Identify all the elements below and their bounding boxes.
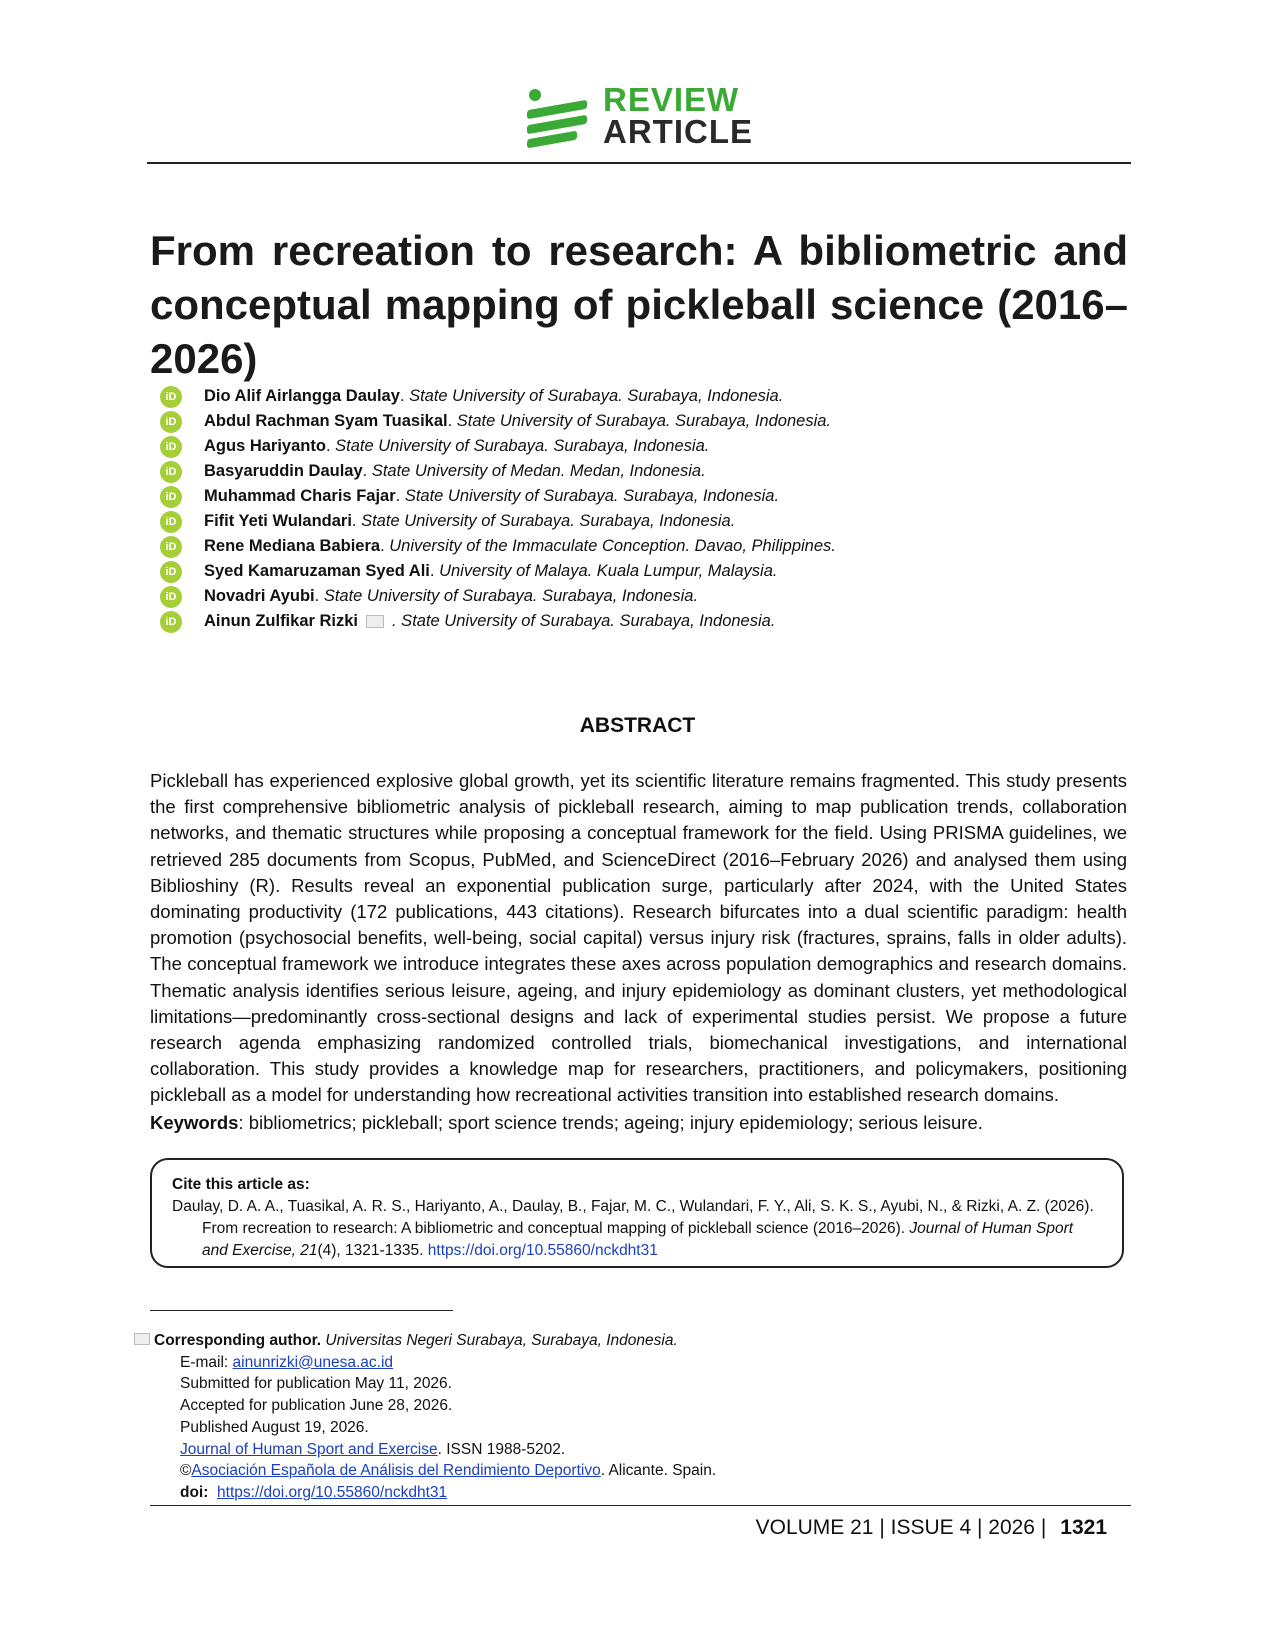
author-affiliation: University of the Immaculate Conception. Davao, Philippines.: [389, 537, 836, 555]
logo-line-review: REVIEW: [603, 81, 740, 118]
logo-line-article: ARTICLE: [603, 113, 753, 150]
author-row: iD Novadri Ayubi . State University of Surabaya. Surabaya, Indonesia.: [160, 584, 1060, 609]
logo-stripes-icon: [527, 85, 589, 147]
citation-issue: (4), 1321-1335.: [317, 1242, 428, 1259]
orcid-icon[interactable]: iD: [160, 561, 182, 583]
author-name: Rene Mediana Babiera: [204, 537, 381, 555]
orcid-icon[interactable]: iD: [160, 411, 182, 433]
citation-doi-link[interactable]: https://doi.org/10.55860/nckdht31: [427, 1242, 658, 1259]
corresponding-affiliation: Universitas Negeri Surabaya, Surabaya, Indonesia.: [321, 1332, 678, 1349]
author-name: Fifit Yeti Wulandari: [204, 512, 352, 530]
author-name: Abdul Rachman Syam Tuasikal: [204, 412, 448, 430]
association-link[interactable]: Asociación Española de Análisis del Rendimiento Deportivo: [191, 1462, 601, 1480]
orcid-icon[interactable]: iD: [160, 386, 182, 408]
email-link[interactable]: ainunrizki@unesa.ac.id: [232, 1353, 394, 1371]
keywords-label: Keywords: [150, 1112, 239, 1133]
author-affiliation: . State University of Surabaya. Surabaya, Indonesia.: [392, 612, 776, 630]
page-footer: [756, 1516, 1107, 1540]
author-row: [160, 609, 1060, 634]
author-list: [160, 384, 1060, 634]
author-row: iD Rene Mediana Babiera . University of the Immaculate Conception. Davao, Philippines.: [160, 534, 1060, 559]
author-affiliation: State University of Medan. Medan, Indonesia.: [371, 462, 706, 480]
author-name: Agus Hariyanto: [204, 437, 326, 455]
citation-text: [172, 1196, 1102, 1262]
location: . Alicante. Spain.: [600, 1462, 717, 1480]
author-row: iD Muhammad Charis Fajar . State University of Surabaya. Surabaya, Indonesia.: [160, 484, 1060, 509]
issn: . ISSN 1988-5202.: [437, 1440, 566, 1458]
doi-label: doi:: [180, 1483, 209, 1501]
author-affiliation: State University of Surabaya. Surabaya, Indonesia.: [409, 387, 784, 405]
abstract-text: Pickleball has experienced explosive global growth, yet its scientific literature remains fragmented. This study presents the first comprehensive bibliometric analysis of pickleball research, aiming to map publication trends, collaboration networks, and thematic structures while proposing a conceptual framework for the field. Using PRISMA guidelines, we retrieved 285 documents from Scopus, PubMed, and ScienceDirect (2016–February 2026) and analysed them using Biblioshiny (R). Results reveal an exponential publication surge, particularly after 2024, with the United States dominating productivity (172 publications, 443 citations). Research bifurcates into a dual scientific paradigm: health promotion (psychosocial benefits, well-being, social capital) versus injury risk (fractures, sprains, falls in older adults). The conceptual framework we introduce integrates these axes across population demographics and research domains. Thematic analysis identifies serious leisure, ageing, and injury epidemiology as dominant clusters, yet methodological limitations—predominantly cross-sectional designs and lack of experimental studies persist. We propose a future research agenda emphasizing randomized controlled trials, biomechanical investigations, and international collaboration. This study provides a knowledge map for researchers, practitioners, and policymakers, positioning pickleball as a model for understanding how recreational activities transition into established research domains.: [150, 770, 1127, 1106]
volume-info: VOLUME 21 | ISSUE 4 | 2026 |: [755, 1516, 1047, 1539]
copyright-symbol: ©: [180, 1462, 192, 1480]
accepted-date: Accepted for publication June 28, 2026.: [180, 1397, 453, 1415]
corresponding-label: Corresponding author.: [154, 1332, 322, 1349]
orcid-icon[interactable]: iD: [160, 536, 182, 558]
article-title: From recreation to research: A bibliometric and conceptual mapping of pickleball science (2016–2026): [150, 227, 1128, 382]
orcid-icon[interactable]: iD: [160, 436, 182, 458]
footer-divider: [150, 1505, 1131, 1506]
author-affiliation: State University of Surabaya. Surabaya, Indonesia.: [323, 587, 699, 605]
submitted-date: Submitted for publication May 11, 2026.: [180, 1375, 452, 1393]
keywords-list: : bibliometrics; pickleball; sport science trends; ageing; injury epidemiology; serious leisure.: [238, 1112, 983, 1133]
orcid-icon[interactable]: iD: [160, 511, 182, 533]
orcid-icon[interactable]: iD: [160, 486, 182, 508]
author-name: Basyaruddin Daulay: [204, 462, 363, 480]
author-affiliation: State University of Surabaya. Surabaya, Indonesia.: [456, 412, 831, 430]
author-affiliation: University of Malaya. Kuala Lumpur, Malaysia.: [439, 562, 778, 580]
orcid-icon[interactable]: iD: [160, 611, 182, 633]
author-affiliation: State University of Surabaya. Surabaya, Indonesia.: [404, 487, 780, 505]
citation-journal: Journal of Human Sport and Exercise, 21: [202, 1220, 1074, 1259]
keywords: [150, 1110, 1127, 1136]
orcid-icon[interactable]: iD: [160, 586, 182, 608]
author-name: Novadri Ayubi: [204, 587, 315, 605]
footnote-divider: [150, 1310, 453, 1311]
author-row: iD Basyaruddin Daulay . State University of Medan. Medan, Indonesia.: [160, 459, 1060, 484]
author-affiliation: State University of Surabaya. Surabaya, Indonesia.: [335, 437, 710, 455]
page-number: 1321: [1060, 1516, 1107, 1539]
author-name: Syed Kamaruzaman Syed Ali: [204, 562, 430, 580]
author-row: iD Abdul Rachman Syam Tuasikal . State University of Surabaya. Surabaya, Indonesia.: [160, 409, 1060, 434]
email-label: E-mail:: [180, 1353, 233, 1371]
author-row: iD Fifit Yeti Wulandari . State University of Surabaya. Surabaya, Indonesia.: [160, 509, 1060, 534]
citation-authors: Daulay, D. A. A., Tuasikal, A. R. S., Hariyanto, A., Daulay, B., Fajar, M. C., Wulandari, F. Y., Ali, S. K. S., Ayubi, N., & Rizki, A. Z. (2026). From recreation to research: A bibliometric and conceptual mapping of pickleball science (2016–2026).: [172, 1198, 1094, 1237]
cite-heading: Cite this article as:: [172, 1176, 310, 1193]
author-name: Muhammad Charis Fajar: [204, 487, 396, 505]
author-row: iD Syed Kamaruzaman Syed Ali . University of Malaya. Kuala Lumpur, Malaysia.: [160, 559, 1060, 584]
envelope-icon: [134, 1333, 150, 1345]
author-name: Dio Alif Airlangga Daulay: [204, 387, 400, 405]
envelope-icon: [366, 615, 384, 628]
abstract-heading: ABSTRACT: [579, 714, 696, 737]
orcid-icon[interactable]: iD: [160, 461, 182, 483]
cite-box: [150, 1158, 1124, 1268]
published-date: Published August 19, 2026.: [180, 1418, 369, 1436]
header-divider: [147, 162, 1131, 164]
author-affiliation: State University of Surabaya. Surabaya, Indonesia.: [361, 512, 736, 530]
author-name: Ainun Zulfikar Rizki: [204, 612, 359, 630]
footnote: [134, 1330, 716, 1504]
author-row: iD Agus Hariyanto . State University of Surabaya. Surabaya, Indonesia.: [160, 434, 1060, 459]
author-row: iD Dio Alif Airlangga Daulay . State University of Surabaya. Surabaya, Indonesia.: [160, 384, 1060, 409]
doi-link[interactable]: https://doi.org/10.55860/nckdht31: [217, 1483, 448, 1501]
review-article-logo: [527, 81, 753, 150]
journal-link[interactable]: Journal of Human Sport and Exercise: [180, 1440, 438, 1458]
